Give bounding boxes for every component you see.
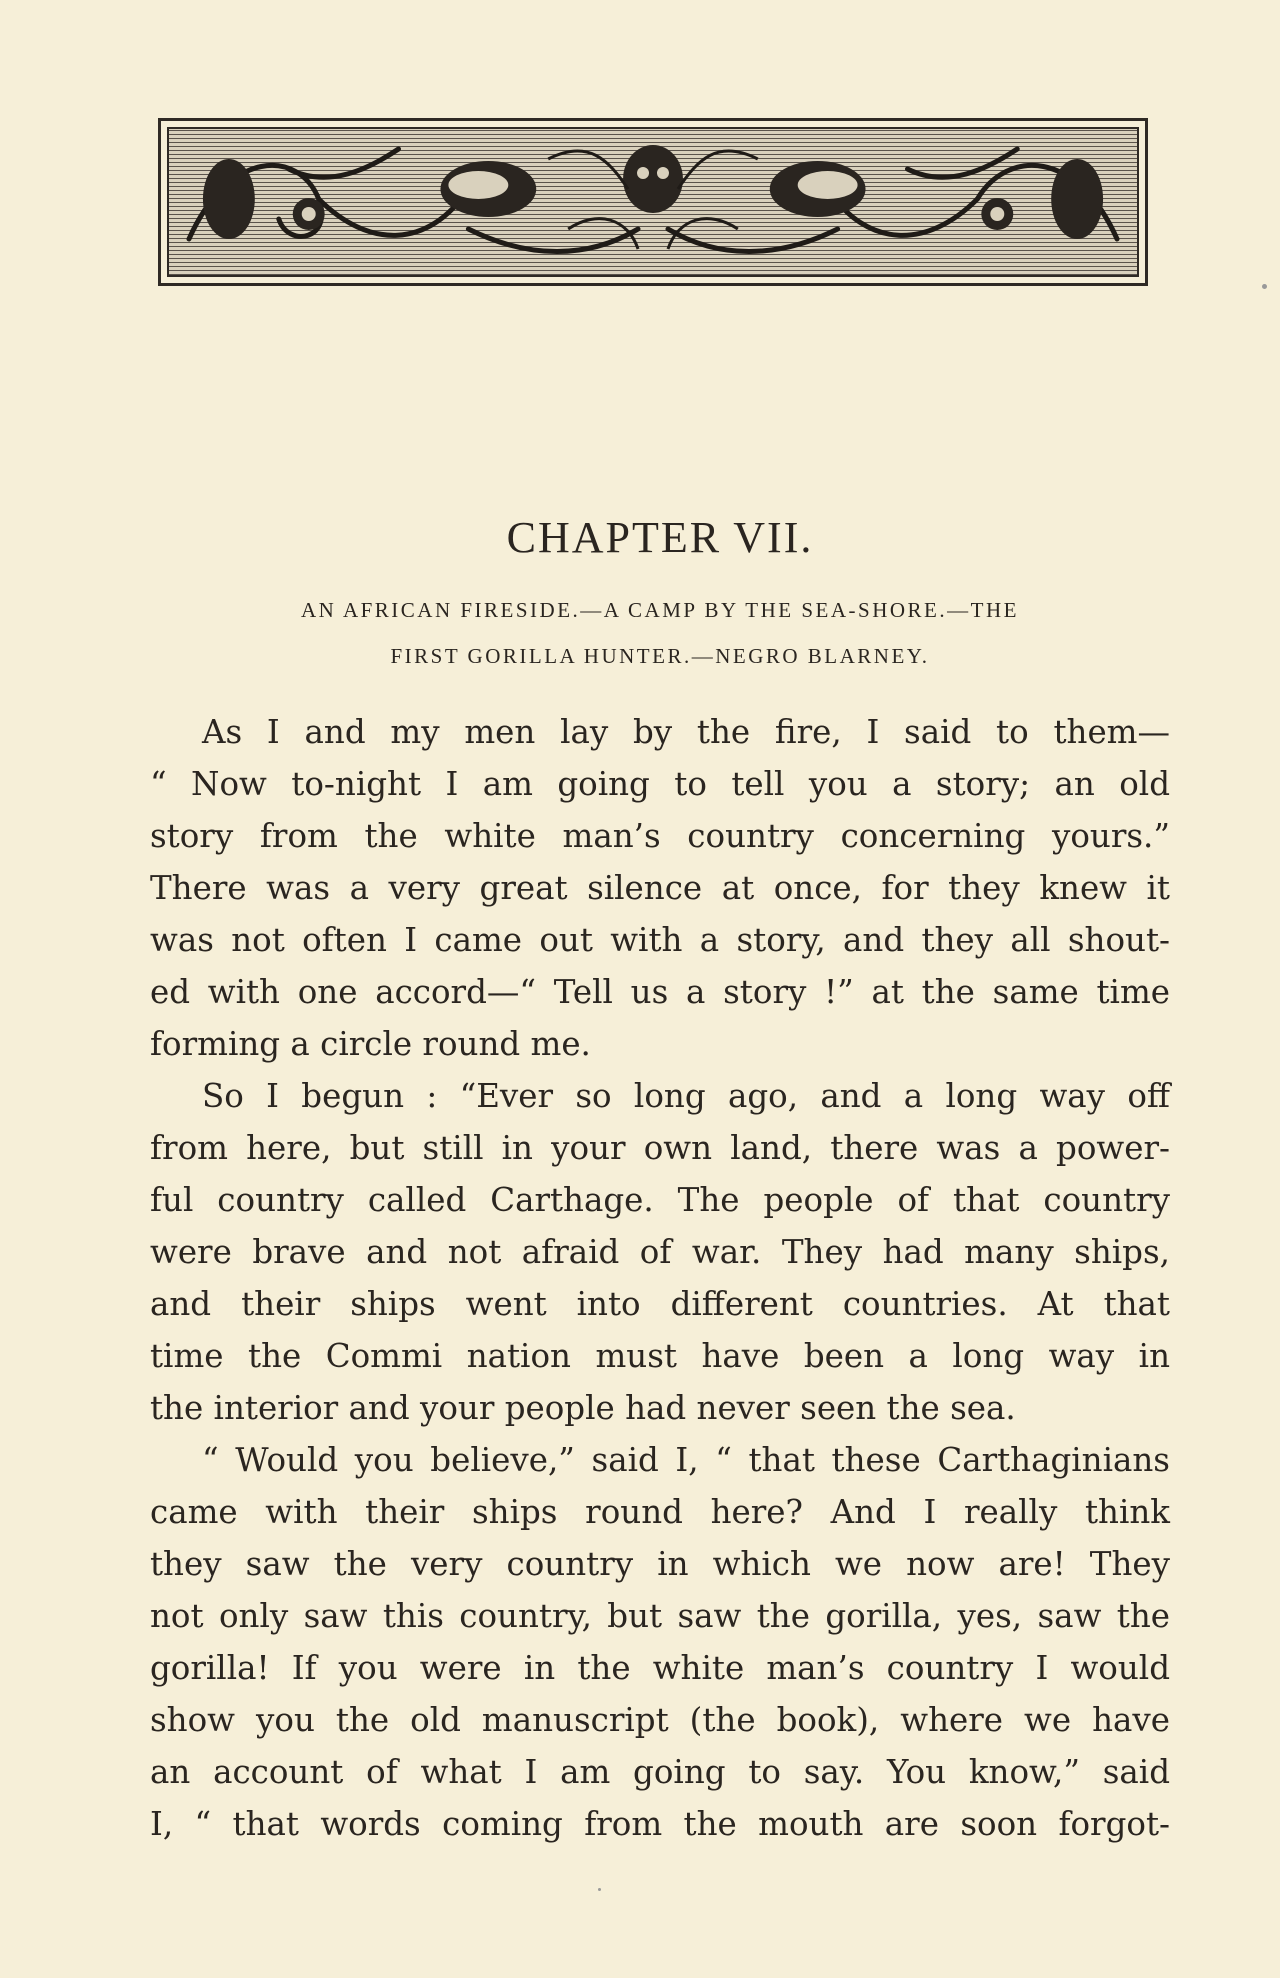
text-line: came with their ships round here? And I really think — [150, 1493, 1170, 1531]
paper-speck — [1262, 284, 1267, 289]
text-line: was not often I came out with a story, and they all shout- — [150, 921, 1170, 959]
headpiece-engraving — [167, 127, 1139, 277]
text-line: forming a circle round me. — [150, 1025, 591, 1063]
foliage-ornament-icon — [169, 129, 1137, 275]
text-line: not only saw this country, but saw the gorilla, yes, saw the — [150, 1597, 1170, 1635]
text-line: “ Would you believe,” said I, “ that these Carthaginians — [202, 1441, 1170, 1479]
chapter-title: CHAPTER VII. — [506, 513, 814, 562]
chapter-subtitle-line-2: FIRST GORILLA HUNTER.—NEGRO BLARNEY. — [390, 644, 930, 668]
text-line: gorilla! If you were in the white man’s country I would — [150, 1649, 1170, 1687]
text-line: There was a very great silence at once, for they knew it — [150, 869, 1170, 907]
text-line: and their ships went into different countries. At that — [150, 1285, 1170, 1323]
paper-speck — [598, 1888, 601, 1891]
text-line: show you the old manuscript (the book), where we have — [150, 1701, 1170, 1739]
text-line: from here, but still in your own land, there was a power- — [150, 1129, 1170, 1167]
text-line: As I and my men lay by the fire, I said to them— — [202, 713, 1170, 751]
decorative-headpiece — [158, 118, 1148, 286]
text-line: ed with one accord—“ Tell us a story !” at the same time — [150, 973, 1170, 1011]
text-line: I, “ that words coming from the mouth are soon forgot- — [150, 1805, 1170, 1843]
text-line: So I begun : “Ever so long ago, and a long way off — [202, 1077, 1170, 1115]
body-text — [150, 706, 1170, 1850]
text-line: “ Now to-night I am going to tell you a story; an old — [150, 765, 1170, 803]
text-line: time the Commi nation must have been a long way in — [150, 1337, 1170, 1375]
text-line: story from the white man’s country concerning yours.” — [150, 817, 1170, 855]
text-line: ful country called Carthage. The people of that country — [150, 1181, 1170, 1219]
text-line: an account of what I am going to say. You know,” said — [150, 1753, 1170, 1791]
text-line: were brave and not afraid of war. They had many ships, — [150, 1233, 1170, 1271]
text-line: they saw the very country in which we now are! They — [150, 1545, 1170, 1583]
text-line: the interior and your people had never seen the sea. — [150, 1389, 1016, 1427]
chapter-subtitle-line-1: AN AFRICAN FIRESIDE.—A CAMP BY THE SEA-SHORE.—THE — [301, 598, 1019, 622]
